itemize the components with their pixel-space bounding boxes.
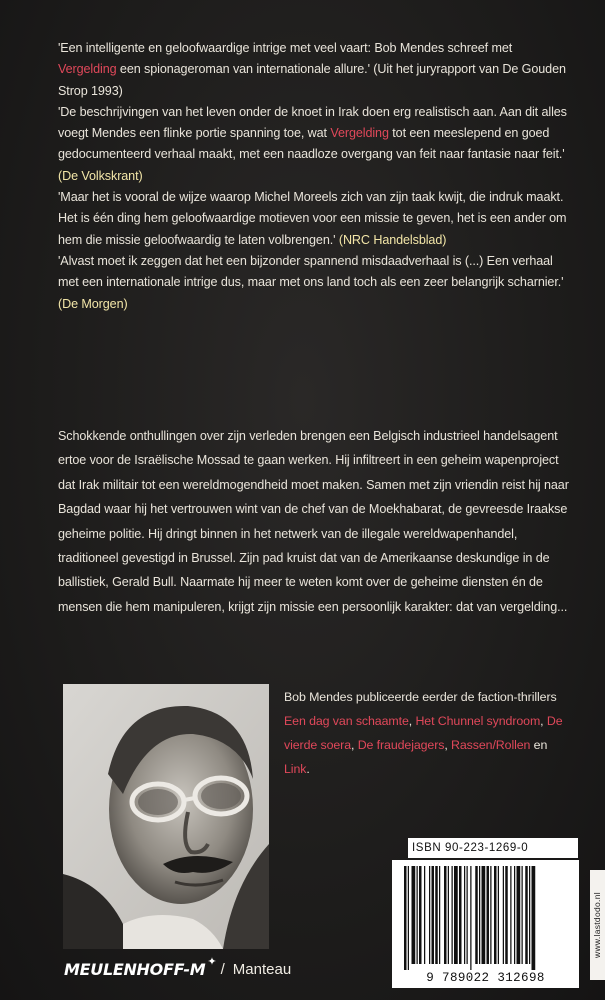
text-span: . <box>306 762 310 776</box>
barcode-bar <box>435 866 438 964</box>
barcode-bar <box>498 866 499 964</box>
barcode-bar <box>432 866 435 964</box>
review-quote <box>58 38 568 102</box>
review-quote <box>58 251 568 315</box>
barcode-bars <box>392 860 579 970</box>
barcode-bar <box>448 866 449 964</box>
review-quote <box>58 187 568 251</box>
text-span: 'Alvast moet ik zeggen dat het een bijzonder spannend misdaadverhaal is (...) Een verhaal met een internationale intrige dus, maar met ons land toch als een zeer belangrijk scharnier.' <box>58 253 564 290</box>
barcode-bar <box>404 866 407 970</box>
barcode-bar <box>470 866 471 970</box>
book-title: Een dag van schaamte <box>284 714 409 728</box>
barcode-bar <box>412 866 416 964</box>
barcode-bar <box>490 866 491 964</box>
barcode-bar <box>503 866 504 964</box>
barcode-bar <box>464 866 465 964</box>
isbn-label: ISBN 90-223-1269-0 <box>408 838 578 858</box>
author-photo <box>63 684 269 949</box>
book-title: Rassen/Rollen <box>451 738 531 752</box>
text-span: Bob Mendes publiceerde eerder de faction-thrillers <box>284 690 557 704</box>
barcode-bar <box>444 866 447 964</box>
barcode-bar <box>482 866 486 964</box>
book-title: Vergelding <box>58 62 117 77</box>
review-source: (De Morgen) <box>58 296 128 311</box>
text-span: 'De beschrijvingen van het leven onder de knoet in Irak doen erg realistisch aan. Aan dit alles voegt Mendes een flinke portie spanning toe, wat <box>58 104 567 141</box>
text-span: , <box>540 714 547 728</box>
text-span: en <box>530 738 548 752</box>
text-span: , <box>351 738 358 752</box>
text-span: 'Maar het is vooral de wijze waarop Michel Moreels zich van zijn taak kwijt, die indruk maakt. Het is één ding hem geloofwaardige motieven voor een missie te geven, het is een ander om hem die missie geloofwaardig te laten volbrengen.' <box>58 190 567 247</box>
barcode-bar <box>532 866 536 970</box>
text-span: een spionageroman van internationale allure.' (Uit het juryrapport van De Gouden Strop 1993) <box>58 62 566 98</box>
book-title: Vergelding <box>330 126 389 141</box>
review-quotes <box>58 38 568 315</box>
library-sticker: www.lastdodo.nl <box>590 870 605 980</box>
barcode-bar <box>424 866 425 964</box>
publisher-logo <box>64 956 291 982</box>
barcode <box>392 860 579 970</box>
book-title: Het Chunnel syndroom <box>415 714 541 728</box>
review-source: (NRC Handelsblad) <box>338 232 447 247</box>
barcode-bar <box>454 866 458 964</box>
publisher-imprint: Manteau <box>232 960 292 978</box>
barcode-bar <box>494 866 497 964</box>
barcode-bar <box>529 866 530 964</box>
barcode-number: 9 789022 312698 <box>392 970 579 988</box>
barcode-bar <box>505 866 508 964</box>
book-title: De fraudejagers <box>357 738 445 752</box>
publisher-brand: MEULENHOFF-M <box>64 959 206 979</box>
star-icon: ✦ <box>207 955 217 968</box>
barcode-bar <box>525 866 528 964</box>
barcode-bar <box>517 866 521 964</box>
barcode-bar <box>429 866 430 964</box>
barcode-bar <box>459 866 462 964</box>
barcode-bar <box>479 866 480 964</box>
barcode-bar <box>419 866 422 964</box>
barcode-bar <box>510 866 511 964</box>
text-span: 'Een intelligente en geloofwaardige intrige met veel vaart: Bob Mendes schreef met <box>58 41 513 55</box>
author-bio <box>284 685 574 781</box>
barcode-bar <box>487 866 490 964</box>
barcode-bar <box>417 866 418 964</box>
text-span: tot een meeslepend en goed gedocumenteerd verhaal maakt, met een naadloze overgang van feit naar fantasie naar feit.' <box>58 126 565 162</box>
barcode-bar <box>408 866 409 970</box>
synopsis-paragraph: Schokkende onthullingen over zijn verleden brengen een Belgisch industrieel handelsagent ertoe voor de Israëlische Mossad te gaan werken. Hij infiltreert in een geheim wapenproject dat Irak militair tot een wereldmogendheid moet maken. Samen met zijn vriendin reist hij naar Bagdad waar hij het vertrouwen wint van de chef van de Moekhabarat, de gevreesde Iraakse geheime politie. Hij dringt binnen in het netwerk van de illegale wereldwapenhandel, traditioneel gevestigd in Brussel. Zijn pad kruist dat van de Amerikaanse deskundige in de ballistiek, Gerald Bull. Naarmate hij meer te weten komt over de geheime diensten én de mensen die hem manipuleren, krijgt zijn missie een persoonlijk karakter: dat van vergelding... <box>58 429 569 614</box>
review-source: (De Volkskrant) <box>58 168 143 183</box>
barcode-bar <box>439 866 440 964</box>
review-quote <box>58 102 568 187</box>
publisher-separator: / <box>220 960 225 978</box>
barcode-bar <box>452 866 453 964</box>
text-span: , <box>444 738 452 752</box>
barcode-bar <box>522 866 523 964</box>
author-portrait-image <box>63 684 269 949</box>
barcode-bar <box>467 866 468 964</box>
book-title: Link <box>284 762 307 776</box>
barcode-bar <box>475 866 478 964</box>
text-span: , <box>408 714 416 728</box>
barcode-bar <box>514 866 515 964</box>
book-title: De vierde soera <box>284 714 563 752</box>
